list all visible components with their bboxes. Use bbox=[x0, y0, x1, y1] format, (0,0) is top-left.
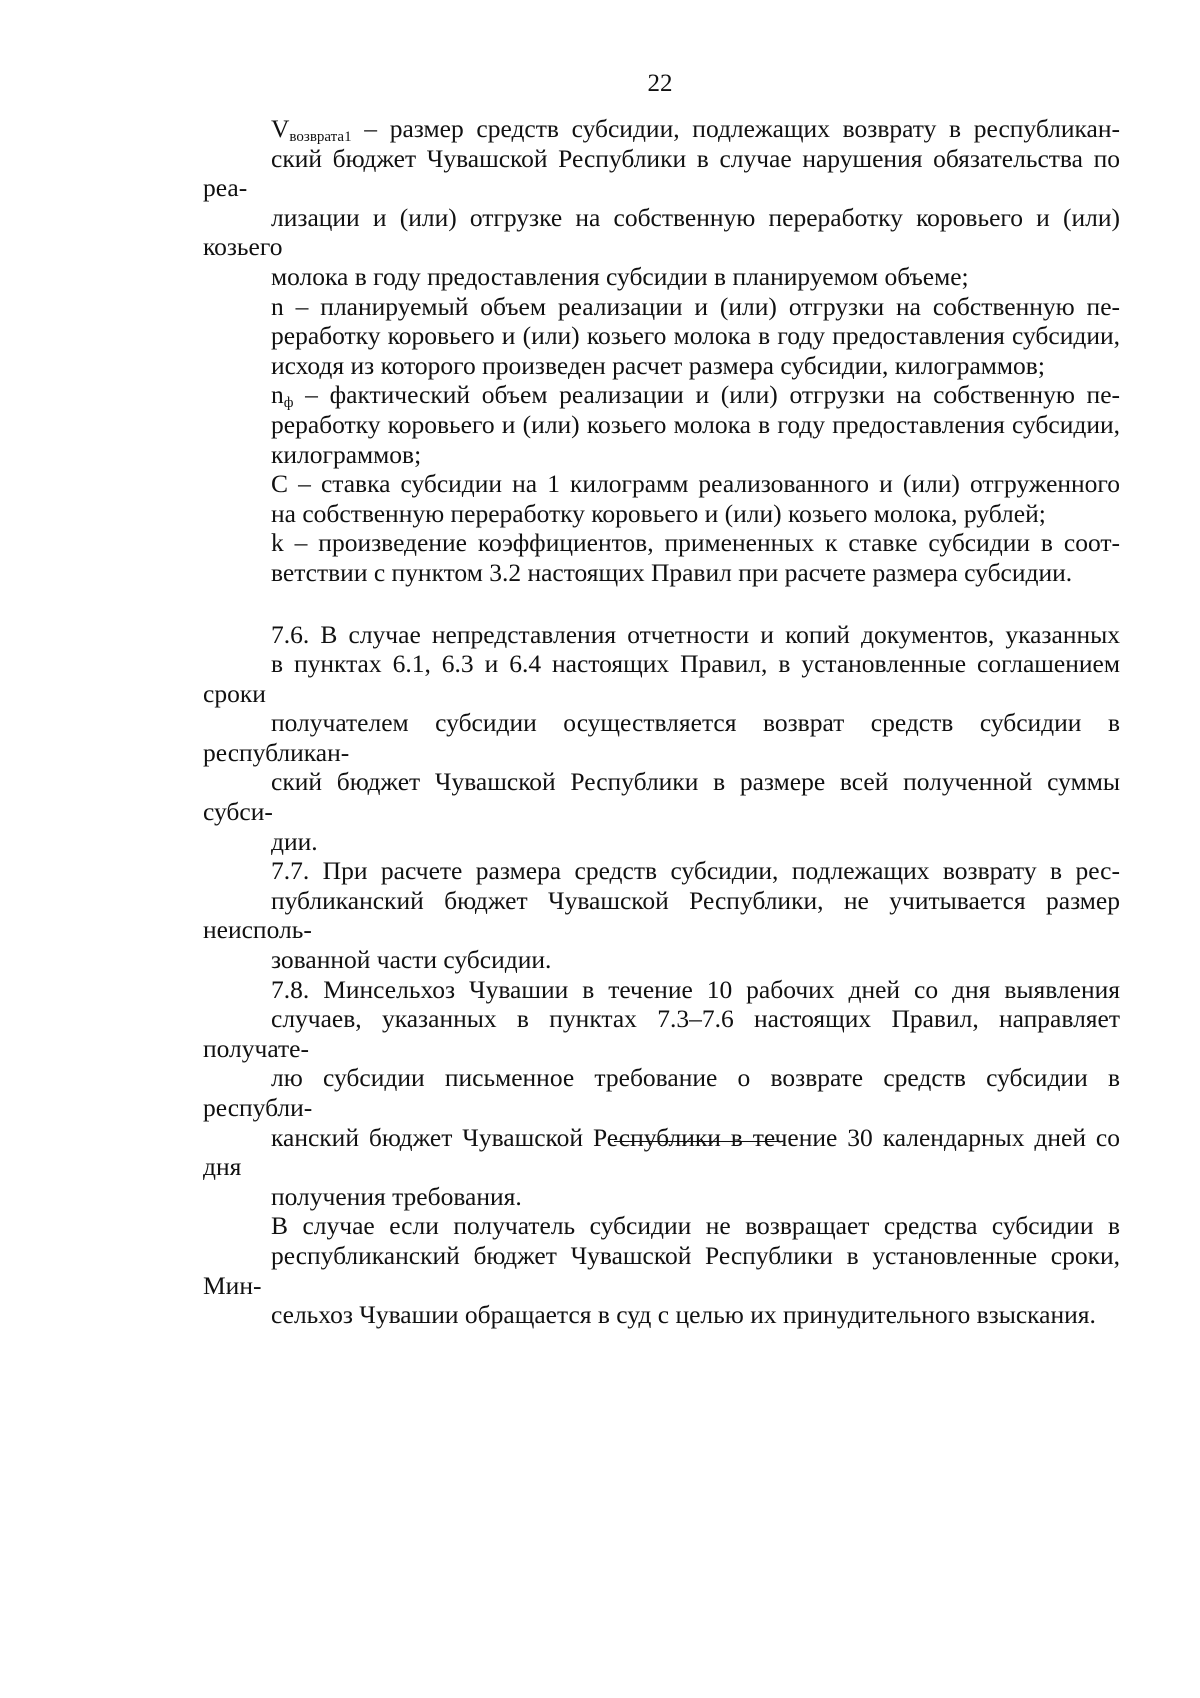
definition-k-coefficients bbox=[203, 528, 1120, 587]
clause-7-6 bbox=[203, 620, 1120, 857]
definition-line: $n_ф$ – фактический объем реализации и (или) отгрузки на собственную пе- bbox=[271, 380, 1121, 412]
clause-line: 7.8. Минсельхоз Чувашии в течение 10 рабочих дней со дня выявления bbox=[271, 974, 1120, 1004]
end-of-document-rule bbox=[614, 1141, 783, 1142]
clause-line: ский бюджет Чувашской Республики в размере всей полученной суммы субси- bbox=[203, 767, 1120, 827]
definition-line: ский бюджет Чувашской Республики в случае нарушения обязательства по реа- bbox=[203, 143, 1120, 203]
clause-line: публиканский бюджет Чувашской Республики, не учитывается размер неисполь- bbox=[203, 885, 1120, 945]
page-number: 22 bbox=[647, 70, 673, 97]
clause-7-7 bbox=[203, 856, 1120, 974]
clause-line: 7.6. В случае непредставления отчетности и копий документов, указанных bbox=[271, 619, 1120, 649]
definition-symbol: V bbox=[271, 114, 290, 143]
definition-line: ветствии с пунктом 3.2 настоящих Правил при расчете размера субсидии. bbox=[271, 557, 1073, 587]
clause-7-8-continuation bbox=[203, 1211, 1120, 1329]
clause-line: в пунктах 6.1, 6.3 и 6.4 настоящих Правил, в установленные соглашением сроки bbox=[203, 649, 1120, 708]
clause-line: канский бюджет Чувашской Республики в течение 30 календарных дней со дня bbox=[203, 1122, 1120, 1182]
definition-line: исходя из которого произведен расчет размера субсидии, килограммов; bbox=[271, 350, 1045, 380]
document-body bbox=[203, 114, 1120, 1330]
clause-line: получения требования. bbox=[271, 1181, 522, 1211]
definition-line: реработку коровьего и (или) козьего молока в году предоставления субсидии, bbox=[271, 409, 1120, 439]
definition-n-actual bbox=[203, 380, 1120, 469]
clause-line: дии. bbox=[271, 826, 318, 856]
clause-line: лю субсидии письменное требование о возврате средств субсидии в республи- bbox=[203, 1063, 1120, 1122]
clause-line: случаев, указанных в пунктах 7.3–7.6 настоящих Правил, направляет получате- bbox=[203, 1004, 1120, 1063]
definition-symbol: n bbox=[271, 380, 284, 410]
definition-line: реработку коровьего и (или) козьего молока в году предоставления субсидии, bbox=[271, 321, 1120, 351]
definition-line: лизации и (или) отгрузке на собственную переработку коровьего и (или) козьего bbox=[203, 202, 1120, 262]
clause-line: 7.7. При расчете размера средств субсидии, подлежащих возврату в рес- bbox=[271, 856, 1120, 886]
definition-symbol-subscript: возврата1 bbox=[289, 129, 352, 145]
definition-symbol: n bbox=[271, 291, 284, 321]
definition-line: килограммов; bbox=[271, 439, 422, 469]
definition-c-rate bbox=[203, 469, 1120, 528]
paragraph-gap bbox=[203, 588, 1120, 620]
clause-line: получателем субсидии осуществляется возврат средств субсидии в республикан- bbox=[203, 708, 1120, 767]
clause-line: республиканский бюджет Чувашской Республики в установленные сроки, Мин- bbox=[203, 1240, 1120, 1300]
definition-line: на собственную переработку коровьего и (или) козьего молока, рублей; bbox=[271, 498, 1046, 528]
definition-symbol-subscript: ф bbox=[283, 395, 294, 412]
clause-line: зованной части субсидии. bbox=[271, 945, 552, 975]
clause-line: В случае если получатель субсидии не возвращает средства субсидии в bbox=[271, 1211, 1120, 1241]
clause-line: сельхоз Чувашии обращается в суд с целью их принудительного взыскания. bbox=[271, 1300, 1096, 1330]
definition-symbol: k bbox=[271, 528, 284, 558]
definition-n-planned bbox=[203, 292, 1120, 381]
definition-line: молока в году предоставления субсидии в планируемом объеме; bbox=[271, 261, 969, 291]
definition-line: k – произведение коэффициентов, примененных к ставке субсидии в соот- bbox=[271, 528, 1120, 558]
definition-symbol: С bbox=[271, 469, 289, 499]
definition-line: n – планируемый объем реализации и (или) отгрузки на собственную пе- bbox=[271, 291, 1121, 321]
definition-line: С – ставка субсидии на 1 килограмм реализованного и (или) отгруженного bbox=[271, 469, 1120, 499]
definition-v-return bbox=[203, 114, 1120, 292]
clause-7-8 bbox=[203, 975, 1120, 1212]
definition-line: $V_{возврата1}$ – размер средств субсидии, подлежащих возврату в республикан- bbox=[271, 114, 1121, 145]
